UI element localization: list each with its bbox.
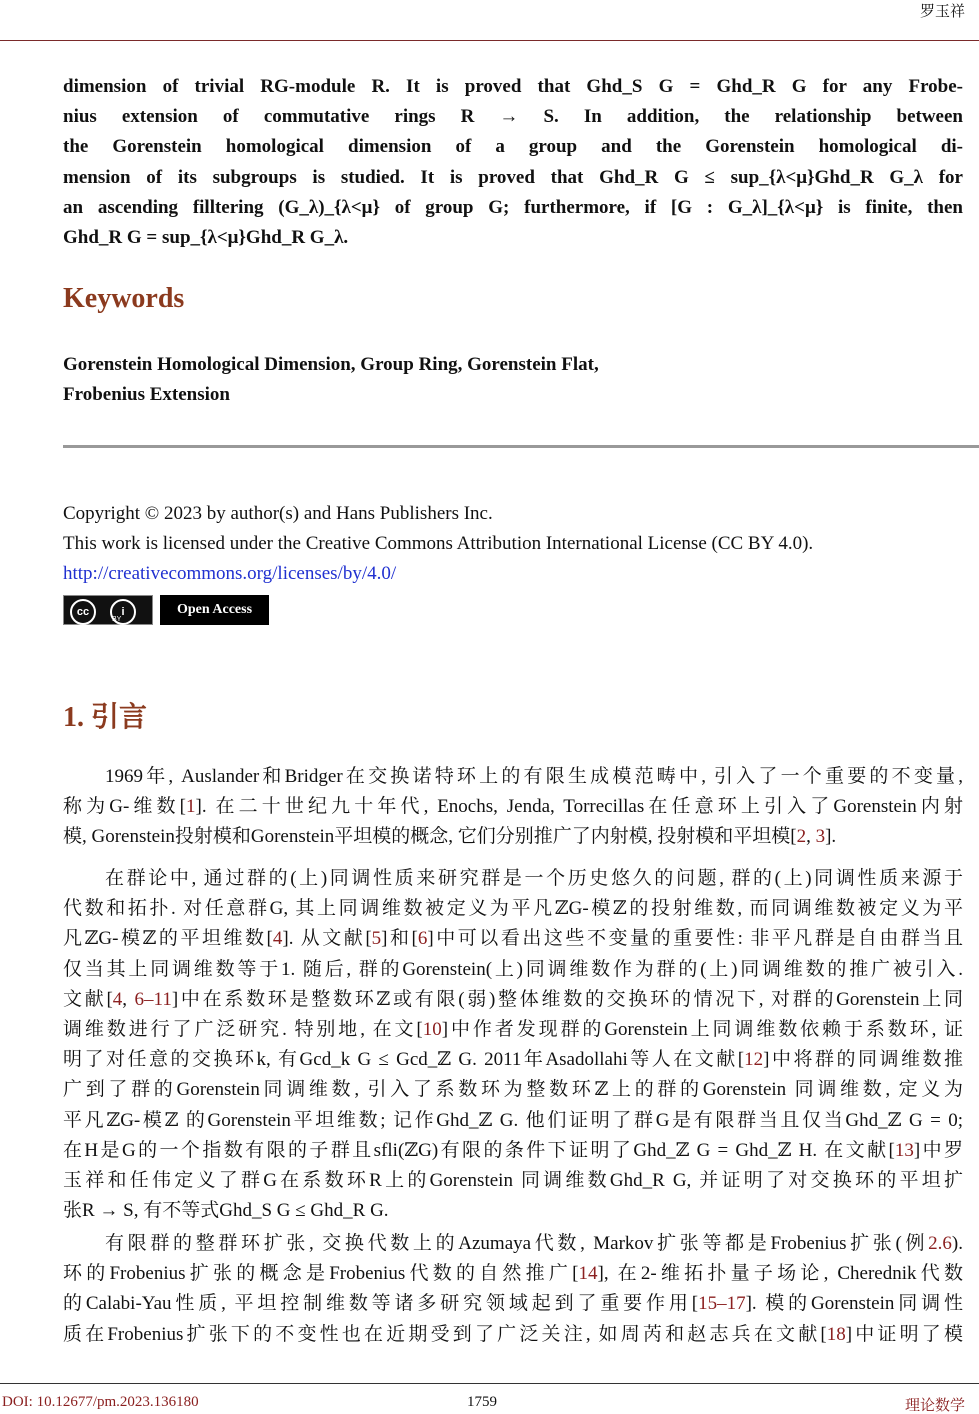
citation-link[interactable]: 4 — [112, 988, 123, 1010]
citation-link[interactable]: 18 — [826, 1323, 846, 1345]
cc-icon: cc — [70, 599, 96, 625]
citation-link[interactable]: 14 — [578, 1263, 598, 1285]
footer-rule — [0, 1383, 979, 1384]
section-heading: 1. 引言 — [63, 702, 148, 733]
paragraph-line: 明了对任意的交换环k, 有Gcd_k G ≤ Gcd_ℤ G. 2011年Asadollahi等人在文献[12]中将群的同调维数推 — [63, 1049, 963, 1071]
example-link[interactable]: 2.6 — [928, 1233, 952, 1254]
paragraph-line: 1969年, Auslander和Bridger在交换诺特环上的有限生成模范畴中, 引入了一个重要的不变量, — [105, 766, 963, 787]
running-header-author: 罗玉祥 — [919, 4, 965, 20]
paragraph-line: 代数和拓扑. 对任意群G, 其上同调维数被定义为平凡ℤG-模ℤ的投射维数, 而同调维数被定义为平 — [63, 898, 963, 920]
footer-journal: 理论数学 — [904, 1398, 965, 1414]
license-link[interactable]: http://creativecommons.org/licenses/by/4.0/ — [63, 563, 397, 584]
abstract-line: mension of its subgroups is studied. It is proved that Ghd_R G ≤ sup_{λ<μ}Ghd_R G_λ for — [63, 166, 963, 188]
citation-link[interactable]: 12 — [744, 1049, 764, 1071]
footer-page-number: 1759 — [467, 1394, 497, 1410]
abstract-line: nius extension of commutative rings R → S. In addition, the relationship between — [63, 106, 963, 128]
abstract-line: an ascending filltering (G_λ)_{λ<μ} of group G; furthermore, if [G : G_λ]_{λ<μ} is finite, then — [63, 196, 963, 218]
paragraph-line: 质在Frobenius扩张下的不变性也在近期受到了广泛关注, 如周芮和赵志兵在文献[18]中证明了模 — [63, 1323, 963, 1345]
citation-link[interactable]: 13 — [894, 1139, 914, 1161]
citation-link[interactable]: 15–17 — [698, 1293, 746, 1315]
paragraph-line: 环的Frobenius扩张的概念是Frobenius代数的自然推广[14], 在2-维拓扑量子场论, Cherednik代数 — [63, 1263, 963, 1285]
person-icon: i — [110, 599, 136, 625]
footer-doi[interactable]: DOI: 10.12677/pm.2023.136180 — [2, 1394, 199, 1410]
citation-link[interactable]: 4 — [272, 928, 283, 950]
paragraph-line: 称为G-维数[1]. 在二十世纪九十年代, Enochs, Jenda, Torrecillas在任意环上引入了Gorenstein内射 — [63, 796, 963, 818]
citation-link[interactable]: 6 — [417, 928, 428, 950]
header-rule — [0, 40, 979, 41]
keywords-heading: Keywords — [63, 283, 185, 314]
paragraph-line: 模, Gorenstein投射模和Gorenstein平坦模的概念, 它们分别推广了内射模, 投射模和平坦模[2, 3]. — [63, 826, 837, 848]
citation-link[interactable]: 10 — [422, 1019, 442, 1040]
paragraph-line: 调维数进行了广泛研究. 特别地, 在文[10]中作者发现群的Gorenstein上同调维数依赖于系数环, 证 — [63, 1019, 963, 1040]
paragraph-line: 广到了群的Gorenstein同调维数, 引入了系数环为整数环ℤ上的群的Gorenstein 同调维数, 定义为 — [63, 1079, 963, 1101]
paragraph-line: 的Calabi-Yau性质, 平坦控制维数等诸多研究领域起到了重要作用[15–17]. 模的Gorenstein同调性 — [63, 1293, 963, 1315]
paragraph-line: 凡ℤG-模ℤ的平坦维数[4]. 从文献[5]和[6]中可以看出这些不变量的重要性: 非平凡群是自由群当且 — [63, 928, 964, 950]
paragraph-line: 在H是G的一个指数有限的子群且sfli(ℤG)有限的条件下证明了Ghd_ℤ G = Ghd_ℤ H. 在文献[13]中罗 — [63, 1139, 964, 1161]
citation-link[interactable]: 2 — [796, 826, 807, 848]
abstract-line: dimension of trivial RG-module R. It is proved that Ghd_S G = Ghd_R G for any Frobe- — [63, 76, 963, 97]
open-access-badge[interactable]: Open Access — [160, 595, 269, 625]
abstract-line: Ghd_R G = sup_{λ<μ}Ghd_R G_λ. — [63, 227, 349, 248]
citation-link[interactable]: 3 — [815, 826, 826, 848]
by-label: BY — [112, 616, 122, 623]
license-text: This work is licensed under the Creative Commons Attribution International License (CC BY 4.0). — [63, 533, 814, 554]
citation-link[interactable]: 1 — [186, 796, 196, 818]
paragraph-line: 有限群的整群环扩张, 交换代数上的Azumaya代数, Markov扩张等都是Frobenius扩张(例2.6). — [105, 1233, 963, 1254]
paragraph-line: 文献[4, 6–11]中在系数环是整数环ℤ或有限(弱)整体维数的交换环的情况下, 对群的Gorenstein上同 — [63, 988, 964, 1010]
paragraph-line: 玉祥和任伟定义了群G在系数环R上的Gorenstein 同调维数Ghd_R G, 并证明了对交换环的平坦扩 — [63, 1170, 963, 1191]
keywords-line: Gorenstein Homological Dimension, Group Ring, Gorenstein Flat, — [63, 354, 599, 375]
paragraph-line: 仅当其上同调维数等于1. 随后, 群的Gorenstein(上)同调维数作为群的(上)同调维数的推广被引入. — [63, 958, 963, 980]
paragraph-line: 在群论中, 通过群的(上)同调性质来研究群是一个历史悠久的问题, 群的(上)同调性质来源于 — [105, 868, 963, 889]
section-divider — [63, 445, 979, 448]
keywords-line: Frobenius Extension — [63, 384, 230, 405]
citation-link[interactable]: 6–11 — [134, 988, 172, 1010]
cc-by-badge[interactable] — [63, 595, 153, 625]
paragraph-line: 张R → S, 有不等式Ghd_S G ≤ Ghd_R G. — [63, 1200, 389, 1222]
paragraph-line: 平凡ℤG-模ℤ 的Gorenstein平坦维数; 记作Ghd_ℤ G. 他们证明了群G是有限群当且仅当Ghd_ℤ G = 0; — [63, 1109, 963, 1131]
abstract-line: the Gorenstein homological dimension of a group and the Gorenstein homological di- — [63, 136, 963, 158]
citation-link[interactable]: 5 — [371, 928, 382, 950]
copyright-text: Copyright © 2023 by author(s) and Hans Publishers Inc. — [63, 503, 493, 524]
